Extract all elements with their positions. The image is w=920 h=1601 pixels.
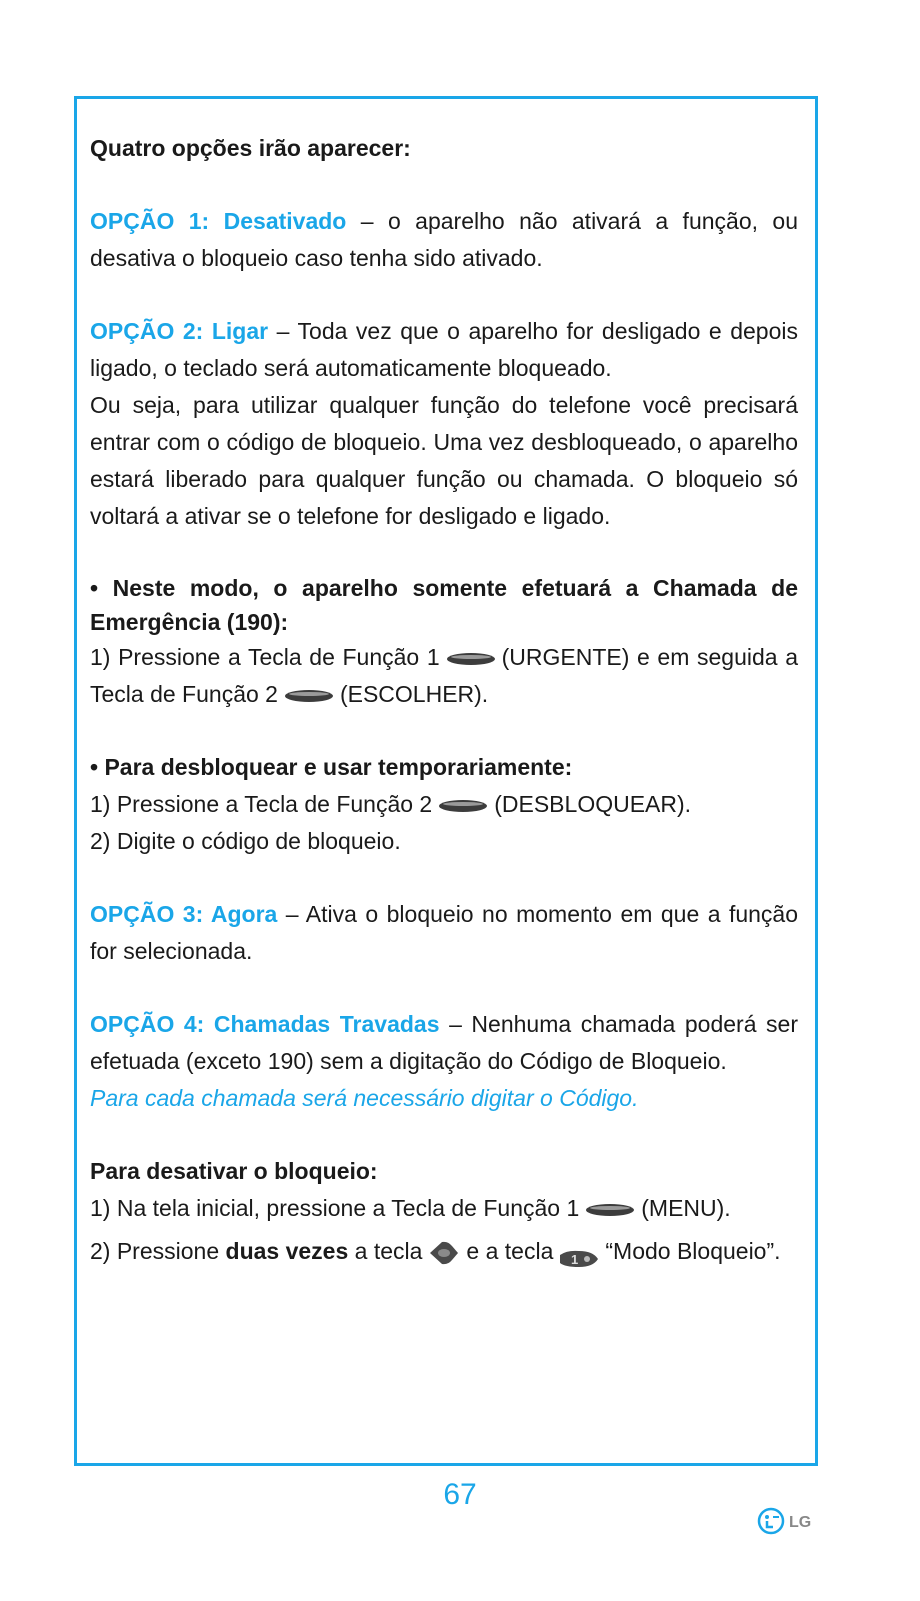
option-2-label: OPÇÃO 2: Ligar [90,318,269,344]
disable-step-1-text-a: 1) Na tela inicial, pressione a Tecla de Função 1 [90,1195,580,1221]
option-2-text: – Toda vez que o aparelho for desligado e depois ligado, o teclado será automaticamente bloqueado. [90,318,798,381]
soft-key-icon [585,1203,635,1217]
soft-key-icon [446,652,496,666]
disable-step-2-text-c: e a tecla [466,1238,554,1264]
option-2-detail: Ou seja, para utilizar qualquer função do telefone você precisará entrar com o código de bloqueio. Uma vez desbloqueado, o aparelho estará liberado para qualquer função ou chamada. O bloqueio só voltará a ativar se o telefone for desligado e ligado. [90,392,798,529]
emergency-step-1-text-b: (URGENTE) e em seguida a Tecla de Função 2 [90,644,798,707]
option-2 [90,313,798,387]
option-4-text: – Nenhuma chamada poderá ser efetuada (exceto 190) sem a digitação do Código de Bloqueio. [90,1011,799,1074]
disable-step-2 [90,1233,798,1270]
emergency-step-1 [90,639,798,713]
option-1-text: – o aparelho não ativará a função, ou desativa o bloqueio caso tenha sido ativado. [90,208,798,271]
option-1-label: OPÇÃO 1: Desativado [90,208,347,234]
soft-key-icon [438,799,488,813]
unlock-step-1-text-a: 1) Pressione a Tecla de Função 2 [90,791,433,817]
disable-step-2-text-b: a tecla [354,1238,423,1264]
option-4-note: Para cada chamada será necessário digitar o Código. [90,1085,639,1111]
unlock-step-1-text-b: (DESBLOQUEAR). [494,791,692,817]
disable-step-2-text-d: “Modo Bloqueio”. [605,1238,781,1264]
unlock-step-2: 2) Digite o código de bloqueio. [90,828,401,854]
unlock-step-1 [90,786,798,823]
key-1-icon [557,1243,601,1267]
option-1 [90,203,798,277]
emergency-step-1-text-c: (ESCOLHER). [339,681,489,707]
soft-key-icon [284,689,334,703]
lg-logo [757,1508,821,1538]
manual-content [90,130,798,1270]
option-3-label: OPÇÃO 3: Agora [90,901,278,927]
option-4 [90,1006,798,1080]
option-4-label: OPÇÃO 4: Chamadas Travadas [90,1011,440,1037]
nav-key-icon [426,1238,462,1268]
page-number: 67 [443,1478,477,1511]
option-3-text: – Ativa o bloqueio no momento em que a função for selecionada. [90,901,799,964]
disable-step-1 [90,1190,798,1227]
disable-step-2-text-a: 2) Pressione [90,1238,220,1264]
section-heading: Quatro opções irão aparecer: [90,135,411,161]
disable-step-2-bold: duas vezes [225,1238,349,1264]
lg-logo-icon [757,1507,785,1540]
unlock-title: • Para desbloquear e usar temporariamente: [90,754,573,780]
disable-title: Para desativar o bloqueio: [90,1158,378,1184]
option-3 [90,896,798,970]
lg-logo-text: LG [789,1514,812,1531]
svg-text:1: 1 [571,1251,579,1267]
disable-step-1-text-b: (MENU). [641,1195,731,1221]
emergency-step-1-text-a: 1) Pressione a Tecla de Função 1 [90,644,440,670]
emergency-title: • Neste modo, o aparelho somente efetuará a Chamada de Emergência (190): [90,575,798,635]
